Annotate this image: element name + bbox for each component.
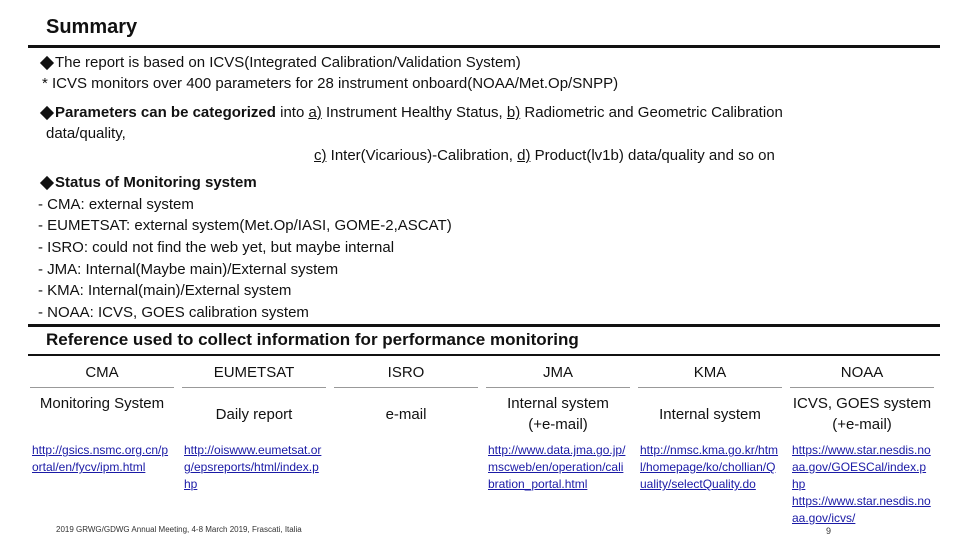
header-underline bbox=[334, 387, 478, 388]
reference-title: Reference used to collect information for performance monitoring bbox=[46, 330, 579, 349]
col-header-isro: ISRO bbox=[387, 364, 425, 381]
icvs-note: * ICVS monitors over 400 parameters for 28 instrument onboard(NOAA/Met.Op/SNPP) bbox=[42, 75, 619, 92]
link-noaa-icvs[interactable]: https://www.star.nesdis.noaa.gov/icvs/ bbox=[792, 494, 931, 525]
table-top-rule bbox=[28, 354, 940, 356]
bullet-parameters: Parameters can be categorized into a) Instrument Healthy Status, b) Radiometric and Geometric Calibration bbox=[38, 103, 783, 123]
header-underline bbox=[486, 387, 630, 388]
header-underline bbox=[790, 387, 934, 388]
link-eumetsat[interactable]: http://oiswww.eumetsat.org/epsreports/html/index.php bbox=[184, 443, 322, 491]
col-header-cma: CMA bbox=[85, 364, 119, 381]
parameters-continued: data/quality, bbox=[46, 125, 126, 142]
link-kma[interactable]: http://nmsc.kma.go.kr/html/homepage/ko/chollian/Quality/selectQuality.do bbox=[640, 443, 779, 491]
slide-title: Summary bbox=[46, 16, 138, 38]
header-underline bbox=[30, 387, 174, 388]
bullet-status: Status of Monitoring system bbox=[38, 173, 257, 193]
middle-divider bbox=[28, 324, 940, 327]
status-item: - CMA: external system bbox=[38, 196, 194, 213]
status-item: - NOAA: ICVS, GOES calibration system bbox=[38, 304, 309, 321]
type-noaa: ICVS, GOES system (+e-mail) bbox=[792, 395, 932, 433]
link-cma[interactable]: http://gsics.nsmc.org.cn/portal/en/fycv/ipm.html bbox=[32, 443, 169, 474]
col-header-eumetsat: EUMETSAT bbox=[213, 364, 295, 381]
diamond-bullet-icon bbox=[40, 175, 54, 189]
col-header-kma: KMA bbox=[693, 364, 727, 381]
col-header-jma: JMA bbox=[543, 364, 573, 381]
header-underline bbox=[638, 387, 782, 388]
col-header-noaa: NOAA bbox=[840, 364, 884, 381]
page-number: 9 bbox=[826, 526, 832, 536]
status-item: - JMA: Internal(Maybe main)/External system bbox=[38, 261, 339, 278]
type-jma: Internal system (+e-mail) bbox=[507, 395, 609, 433]
footer-meeting: 2019 GRWG/GDWG Annual Meeting, 4-8 March 2019, Frascati, Italia bbox=[56, 525, 302, 534]
header-underline bbox=[182, 387, 326, 388]
type-kma: Internal system bbox=[659, 406, 761, 423]
top-divider bbox=[28, 45, 940, 48]
type-eumetsat: Daily report bbox=[215, 406, 293, 423]
link-noaa-goescal[interactable]: https://www.star.nesdis.noaa.gov/GOESCal/index.php bbox=[792, 443, 931, 491]
diamond-bullet-icon bbox=[40, 105, 54, 119]
parameters-categories-cd: c) Inter(Vicarious)-Calibration, d) Product(lv1b) data/quality and so on bbox=[314, 147, 775, 164]
bullet-report-basis: The report is based on ICVS(Integrated Calibration/Validation System) bbox=[38, 53, 521, 73]
diamond-bullet-icon bbox=[40, 55, 54, 69]
link-jma[interactable]: http://www.data.jma.go.jp/mscweb/en/operation/calibration_portal.html bbox=[488, 443, 626, 491]
status-item: - ISRO: could not find the web yet, but maybe internal bbox=[38, 239, 395, 256]
status-item: - KMA: Internal(main)/External system bbox=[38, 282, 292, 299]
status-item: - EUMETSAT: external system(Met.Op/IASI, GOME-2,ASCAT) bbox=[38, 217, 452, 234]
type-isro: e-mail bbox=[385, 406, 427, 423]
type-cma: Monitoring System bbox=[39, 395, 165, 412]
